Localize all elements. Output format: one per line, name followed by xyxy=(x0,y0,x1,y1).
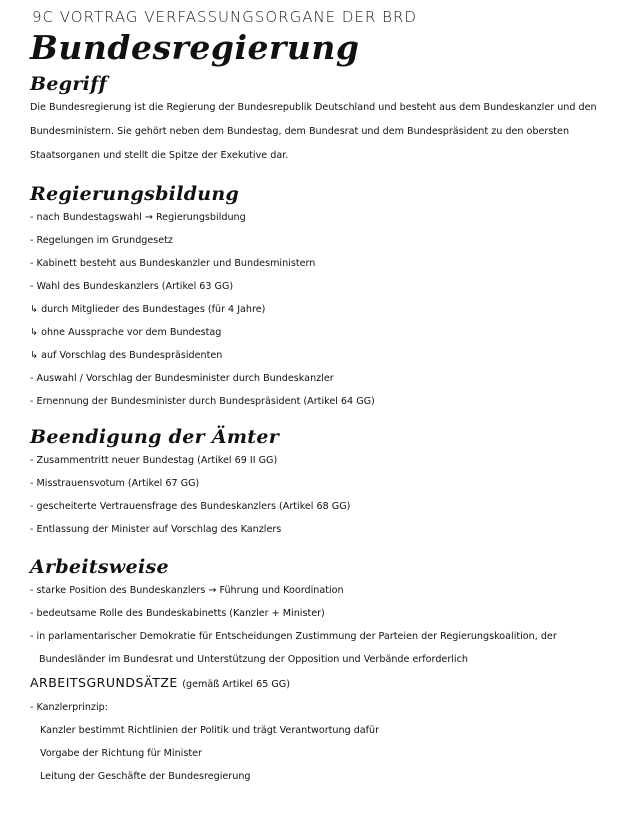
grundsaetze-note: (gemäß Artikel 65 GG) xyxy=(182,679,290,690)
list-item: - in parlamentarischer Demokratie für Entscheidungen Zustimmung der Parteien der Regierungskoalition, der xyxy=(30,631,557,642)
list-item: - Kabinett besteht aus Bundeskanzler und Bundesministern xyxy=(30,258,316,269)
grundsaetze-title: ARBEITSGRUNDSÄTZE xyxy=(30,675,178,690)
section-beendigung xyxy=(30,425,626,541)
list-item: - bedeutsame Rolle des Bundeskabinetts (Kanzler + Minister) xyxy=(30,608,325,619)
heading-beendigung: Beendigung der Ämter xyxy=(30,426,280,448)
list-item: - Ernennung der Bundesminister durch Bundespräsident (Artikel 64 GG) xyxy=(30,396,375,407)
list-item: - gescheiterte Vertrauensfrage des Bundeskanzlers (Artikel 68 GG) xyxy=(30,501,351,512)
list-item: - Entlassung der Minister auf Vorschlag des Kanzlers xyxy=(30,524,282,535)
page-subtitle: 9C VORTRAG VERFASSUNGSORGANE DER BRD xyxy=(32,8,417,26)
list-item-continuation: Bundesländer im Bundesrat und Unterstützung der Opposition und Verbände erforderlich xyxy=(39,654,468,665)
heading-regierungsbildung: Regierungsbildung xyxy=(30,183,240,205)
list-subitem: Leitung der Geschäfte der Bundesregierung xyxy=(40,771,251,782)
list-item: - starke Position des Bundeskanzlers → Führung und Koordination xyxy=(30,585,344,596)
section-begriff xyxy=(30,72,626,168)
heading-arbeitsweise: Arbeitsweise xyxy=(30,556,169,578)
list-item: - Zusammentritt neuer Bundestag (Artikel 69 II GG) xyxy=(30,455,278,466)
grundsaetze-heading xyxy=(30,671,626,696)
list-subitem: Kanzler bestimmt Richtlinien der Politik und trägt Verantwortung dafür xyxy=(40,725,380,736)
list-item: - Regelungen im Grundgesetz xyxy=(30,235,173,246)
kanzlerprinzip-label: - Kanzlerprinzip: xyxy=(30,702,108,713)
list-subitem: ↳ durch Mitglieder des Bundestages (für 4 Jahre) xyxy=(30,304,266,315)
page-title: Bundesregierung xyxy=(30,28,360,67)
heading-begriff: Begriff xyxy=(30,73,108,95)
list-item: - Misstrauensvotum (Artikel 67 GG) xyxy=(30,478,200,489)
list-subitem: ↳ auf Vorschlag des Bundespräsidenten xyxy=(30,350,223,361)
list-subitem: Vorgabe der Richtung für Minister xyxy=(40,748,202,759)
list-item: - Auswahl / Vorschlag der Bundesminister durch Bundeskanzler xyxy=(30,373,334,384)
section-regierungsbildung xyxy=(30,182,626,413)
section-arbeitsweise xyxy=(30,555,626,788)
list-subitem: ↳ ohne Aussprache vor dem Bundestag xyxy=(30,327,222,338)
list-item: - Wahl des Bundeskanzlers (Artikel 63 GG) xyxy=(30,281,234,292)
begriff-text: Die Bundesregierung ist die Regierung der Bundesrepublik Deutschland und besteht aus dem Bundeskanzler und den Bundesministern. Sie gehört neben dem Bundestag, dem Bundesrat und dem Bundespräsident zu den obersten Staatsorganen und stellt die Spitze der Exekutive dar. xyxy=(30,102,597,161)
list-item: - nach Bundestagswahl → Regierungsbildung xyxy=(30,212,246,223)
